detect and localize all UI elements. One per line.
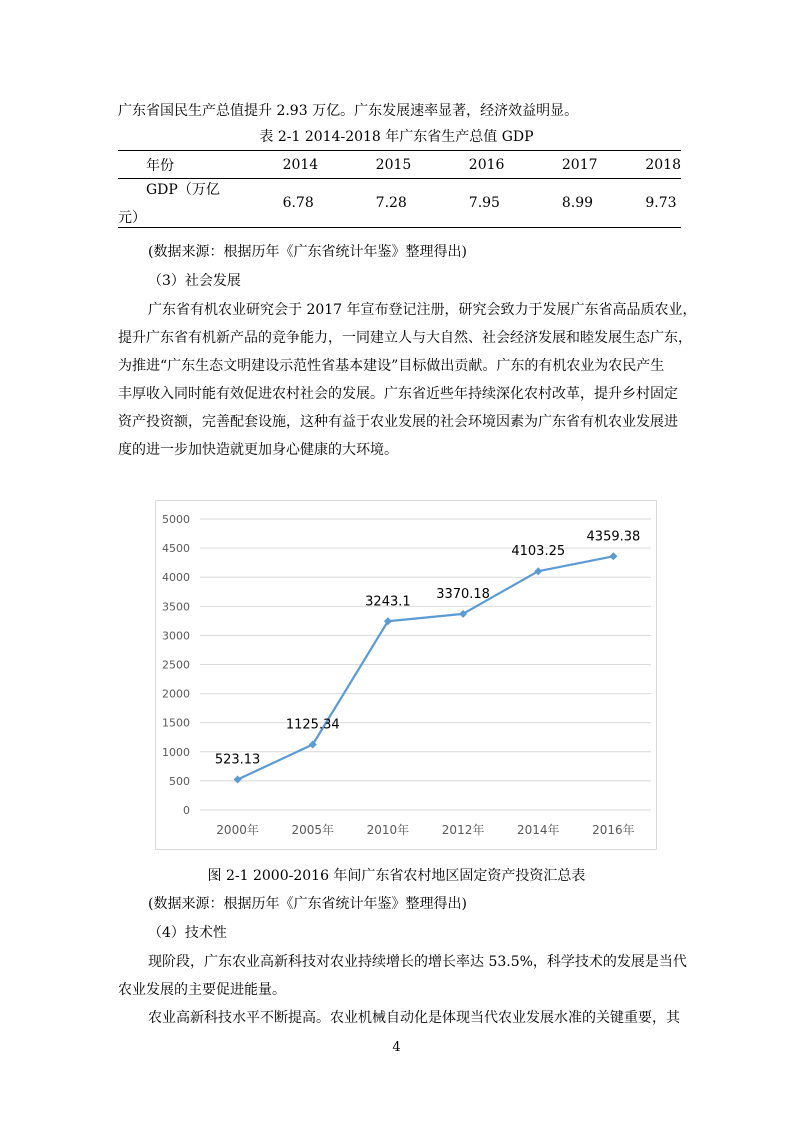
social-line: 丰厚收入同时能有效促进农村社会的发展。广东省近些年持续深化农村改革，提升乡村固定 bbox=[118, 386, 678, 402]
social-line: 广东省有机农业研究会于 2017 年宣布登记注册，研究会致力于发展广东省高品质农业， bbox=[148, 302, 697, 318]
section-title-social: （3）社会发展 bbox=[148, 273, 241, 289]
investment-chart bbox=[155, 500, 657, 850]
social-line: 度的进一步加快造就更加身心健康的大环境。 bbox=[118, 442, 398, 458]
y-tick-label: 5000 bbox=[162, 513, 190, 526]
section-title-tech: （4）技术性 bbox=[148, 925, 227, 941]
table-cell: 8.99 bbox=[562, 179, 645, 228]
y-tick-label: 0 bbox=[183, 804, 190, 817]
data-label: 3243.1 bbox=[365, 594, 411, 610]
table-header-cell: 2014 bbox=[282, 156, 319, 173]
x-tick-label: 2014年 bbox=[516, 823, 560, 837]
table-header-row bbox=[118, 151, 681, 179]
data-label: 4103.25 bbox=[511, 544, 566, 560]
series-line bbox=[238, 556, 614, 779]
table-cell: 7.95 bbox=[469, 179, 562, 228]
y-tick-label: 4000 bbox=[162, 571, 190, 585]
intro-paragraph: 广东省国民生产总值提升 2.93 万亿。广东发展速率显著，经济效益明显。 bbox=[118, 103, 579, 119]
table-row-label bbox=[118, 179, 283, 228]
page-number: 4 bbox=[392, 1040, 401, 1055]
data-point bbox=[234, 776, 242, 784]
social-line: 资产投资额，完善配套设施，这种有益于农业发展的社会环境因素为广东省有机农业发展进 bbox=[118, 414, 678, 430]
table-header-label: 年份 bbox=[146, 157, 174, 174]
line-chart-svg bbox=[156, 501, 656, 849]
table-row bbox=[118, 179, 681, 228]
tech-line: 农业高新科技水平不断提高。农业机械自动化是体现当代农业发展水准的关键重要，其 bbox=[148, 1010, 680, 1026]
data-label: 1125.34 bbox=[285, 717, 340, 733]
social-line: 提升广东省有机新产品的竞争能力，一同建立人与大自然、社会经济发展和睦发展生态广东， bbox=[118, 330, 692, 346]
tech-line: 现阶段，广东农业高新科技对农业持续增长的增长率达 53.5%，科学技术的发展是当代 bbox=[148, 954, 687, 970]
x-tick-label: 2005年 bbox=[291, 823, 335, 837]
data-label: 4359.38 bbox=[586, 529, 641, 545]
tech-line: 农业发展的主要促进能量。 bbox=[118, 982, 286, 998]
y-tick-label: 2500 bbox=[162, 658, 190, 672]
row-label-line1: GDP（万亿 bbox=[146, 182, 220, 198]
y-tick-label: 4500 bbox=[162, 542, 190, 556]
y-tick-label: 1500 bbox=[162, 716, 190, 730]
data-label: 523.13 bbox=[214, 752, 261, 768]
table-header-cell: 2017 bbox=[561, 156, 598, 173]
y-tick-label: 2000 bbox=[162, 687, 190, 701]
x-tick-label: 2016年 bbox=[592, 823, 635, 837]
y-tick-label: 3000 bbox=[162, 629, 190, 643]
figure-caption: 图 2-1 2000-2016 年间广东省农村地区固定资产投资汇总表 bbox=[207, 868, 586, 884]
social-line: 为推进“广东生态文明建设示范性省基本建设”目标做出贡献。广东的有机农业为农民产生 bbox=[118, 358, 665, 374]
table-header-cell: 2018 bbox=[645, 156, 681, 173]
x-tick-label: 2010年 bbox=[366, 823, 410, 837]
x-tick-label: 2012年 bbox=[441, 823, 485, 837]
table-cell: 7.28 bbox=[376, 179, 469, 228]
figure-source: (数据来源：根据历年《广东省统计年鉴》整理得出) bbox=[148, 896, 467, 912]
y-tick-label: 1000 bbox=[162, 745, 190, 759]
table-header-cell: 2015 bbox=[375, 156, 412, 173]
table-cell: 9.73 bbox=[645, 179, 681, 228]
table-header-cell: 2016 bbox=[468, 156, 505, 173]
table-cell: 6.78 bbox=[283, 179, 376, 228]
x-tick-label: 2000年 bbox=[216, 823, 259, 837]
table-caption: 表 2-1 2014-2018 年广东省生产总值 GDP bbox=[259, 129, 534, 145]
y-tick-label: 500 bbox=[169, 774, 190, 788]
data-point bbox=[609, 552, 617, 560]
gdp-table bbox=[118, 150, 681, 228]
table-source: (数据来源：根据历年《广东省统计年鉴》整理得出) bbox=[148, 244, 467, 260]
y-tick-label: 3500 bbox=[162, 600, 190, 614]
row-label-line2: 元） bbox=[118, 210, 146, 226]
data-label: 3370.18 bbox=[436, 586, 490, 602]
